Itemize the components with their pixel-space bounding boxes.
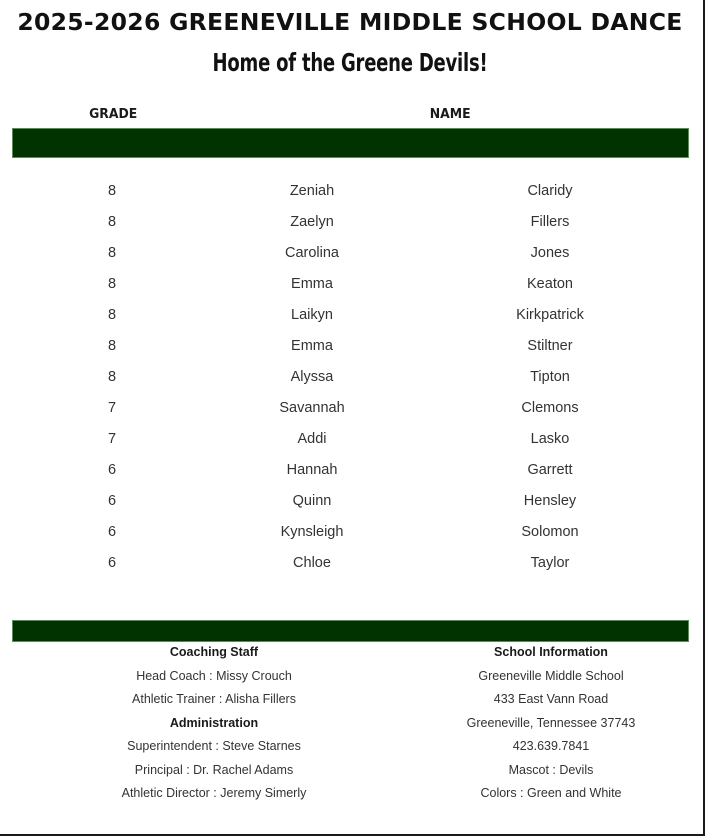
principal: Principal : Dr. Rachel Adams bbox=[134, 762, 294, 777]
table-row bbox=[0, 493, 700, 524]
grade-cell: 8 bbox=[107, 183, 117, 199]
school-street: 433 East Vann Road bbox=[493, 692, 609, 706]
school-city: Greeneville, Tennessee 37743 bbox=[466, 715, 636, 730]
first-name-cell: Kynsleigh bbox=[280, 524, 344, 540]
first-name-cell: Laikyn bbox=[291, 307, 333, 323]
grade-cell: 7 bbox=[107, 431, 117, 447]
school-colors: Colors : Green and White bbox=[480, 786, 622, 800]
last-name-cell: Garrett bbox=[527, 462, 573, 478]
last-name-cell: Lasko bbox=[530, 431, 570, 447]
grade-cell: 8 bbox=[107, 369, 117, 385]
first-name-cell: Emma bbox=[291, 338, 333, 354]
first-name-cell: Hannah bbox=[286, 462, 338, 478]
table-row bbox=[0, 183, 700, 214]
first-name-cell: Zaelyn bbox=[290, 214, 334, 230]
grade-cell: 6 bbox=[107, 462, 117, 478]
grade-cell: 8 bbox=[107, 245, 117, 261]
grade-cell: 6 bbox=[107, 493, 117, 509]
last-name-cell: Stiltner bbox=[527, 338, 573, 354]
table-row bbox=[0, 307, 700, 338]
page-subtitle: Home of the Greene Devils! bbox=[212, 48, 488, 77]
grade-cell: 8 bbox=[107, 276, 117, 292]
grade-cell: 8 bbox=[107, 338, 117, 354]
table-row bbox=[0, 555, 700, 586]
school-name: Greeneville Middle School bbox=[478, 668, 624, 683]
last-name-cell: Solomon bbox=[521, 524, 579, 540]
name-column-header: NAME bbox=[429, 106, 471, 122]
school-info-heading: School Information bbox=[494, 645, 608, 659]
school-mascot: Mascot : Devils bbox=[508, 762, 594, 777]
coaching-staff-heading: Coaching Staff bbox=[169, 645, 259, 659]
grade-cell: 8 bbox=[107, 214, 117, 230]
grade-cell: 6 bbox=[107, 555, 117, 571]
last-name-cell: Fillers bbox=[530, 214, 570, 230]
grade-column-header: GRADE bbox=[89, 106, 138, 122]
athletic-director: Athletic Director : Jeremy Simerly bbox=[121, 786, 307, 800]
first-name-cell: Alyssa bbox=[290, 369, 334, 385]
first-name-cell: Carolina bbox=[285, 245, 339, 261]
table-row bbox=[0, 245, 700, 276]
last-name-cell: Clemons bbox=[521, 400, 579, 416]
roster-table bbox=[0, 183, 700, 586]
table-row bbox=[0, 400, 700, 431]
grade-cell: 8 bbox=[107, 307, 117, 323]
first-name-cell: Zeniah bbox=[289, 183, 335, 199]
table-row bbox=[0, 369, 700, 400]
first-name-cell: Addi bbox=[297, 431, 327, 447]
last-name-cell: Kirkpatrick bbox=[516, 307, 584, 323]
first-name-cell: Savannah bbox=[279, 400, 345, 416]
last-name-cell: Keaton bbox=[527, 276, 573, 292]
athletic-trainer: Athletic Trainer : Alisha Fillers bbox=[132, 692, 296, 706]
last-name-cell: Hensley bbox=[523, 493, 577, 509]
table-row bbox=[0, 214, 700, 245]
last-name-cell: Claridy bbox=[527, 183, 573, 199]
first-name-cell: Quinn bbox=[292, 493, 332, 509]
first-name-cell: Chloe bbox=[293, 555, 331, 571]
first-name-cell: Emma bbox=[291, 276, 333, 292]
header-divider-bar bbox=[12, 128, 689, 158]
staff-column bbox=[64, 643, 364, 808]
last-name-cell: Jones bbox=[530, 245, 570, 261]
school-info-column bbox=[401, 643, 701, 808]
table-row bbox=[0, 276, 700, 307]
table-row bbox=[0, 338, 700, 369]
last-name-cell: Taylor bbox=[530, 555, 570, 571]
table-row bbox=[0, 462, 700, 493]
page-title: 2025-2026 GREENEVILLE MIDDLE SCHOOL DANCE bbox=[17, 8, 683, 36]
grade-cell: 7 bbox=[107, 400, 117, 416]
table-row bbox=[0, 431, 700, 462]
footer-divider-bar bbox=[12, 620, 689, 642]
table-row bbox=[0, 524, 700, 555]
superintendent: Superintendent : Steve Starnes bbox=[127, 739, 301, 753]
head-coach: Head Coach : Missy Crouch bbox=[136, 668, 292, 683]
grade-cell: 6 bbox=[107, 524, 117, 540]
last-name-cell: Tipton bbox=[530, 369, 570, 385]
school-phone: 423.639.7841 bbox=[512, 739, 590, 753]
administration-heading: Administration bbox=[169, 715, 259, 730]
